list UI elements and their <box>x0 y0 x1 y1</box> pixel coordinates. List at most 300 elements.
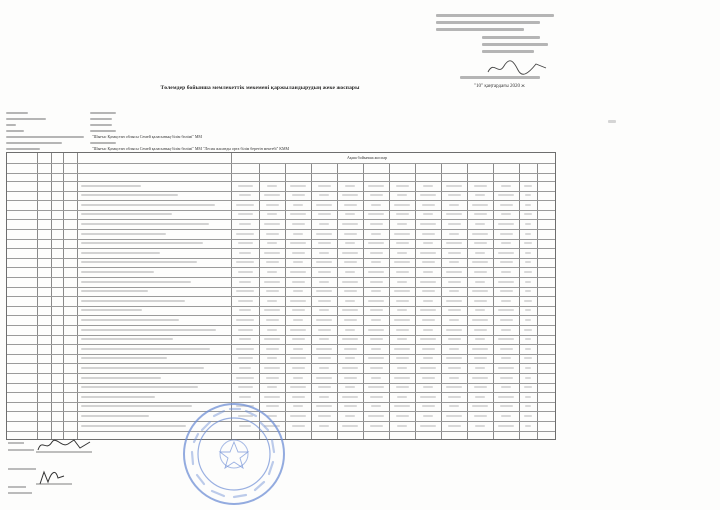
table-row-description <box>81 338 173 340</box>
table-cell-value <box>397 367 407 369</box>
table-row-description <box>81 281 191 283</box>
table-cell-value <box>474 300 487 302</box>
table-cell-value <box>292 252 305 254</box>
table-cell-value <box>319 309 329 311</box>
table-column-rule <box>415 163 416 439</box>
table-cell-value <box>238 329 253 331</box>
table-cell-value <box>498 396 514 398</box>
table-cell-value <box>264 223 280 225</box>
table-cell-value <box>397 425 407 427</box>
table-cell-value <box>448 396 461 398</box>
table-cell-value <box>292 194 305 196</box>
page-mark <box>608 120 616 123</box>
table-cell-value <box>448 367 461 369</box>
table-cell-value <box>344 204 357 206</box>
table-cell-value <box>420 338 436 340</box>
table-row-rule <box>7 267 555 268</box>
table-cell-value <box>448 425 461 427</box>
table-row-rule <box>7 191 555 192</box>
table-cell-value <box>423 213 433 215</box>
table-cell-value <box>266 261 279 263</box>
table-cell-value <box>524 242 532 244</box>
table-cell-value <box>345 242 355 244</box>
table-cell-value <box>394 261 410 263</box>
table-cell-value <box>446 300 462 302</box>
table-row-description <box>81 319 179 321</box>
table-cell-value <box>422 261 435 263</box>
table-cell-value <box>368 242 384 244</box>
table-cell-value <box>475 223 485 225</box>
table-row-description <box>81 386 198 388</box>
table-cell-value <box>264 281 280 283</box>
table-row-description <box>81 223 209 225</box>
document-title: Төлемдер бойынша мемлекеттік мекемені қаржыландырудың жеке жоспары <box>160 85 360 91</box>
table-cell-value <box>475 281 485 283</box>
table-cell-value <box>368 271 384 273</box>
table-cell-value <box>524 213 532 215</box>
table-cell-value <box>446 242 462 244</box>
table-cell-value <box>293 405 303 407</box>
table-cell-value <box>290 386 306 388</box>
table-cell-value <box>264 252 280 254</box>
table-cell-value <box>239 396 251 398</box>
table-cell-value <box>474 271 487 273</box>
head-signature <box>34 434 94 456</box>
table-row-rule <box>7 210 555 211</box>
table-cell-value <box>420 396 436 398</box>
table-cell-value <box>524 357 532 359</box>
table-cell-value <box>396 357 409 359</box>
table-cell-value <box>420 223 436 225</box>
table-cell-value <box>370 223 383 225</box>
table-cell-value <box>342 223 358 225</box>
table-column-rule <box>311 163 312 439</box>
table-cell-value <box>290 329 306 331</box>
table-cell-value <box>238 386 253 388</box>
table-cell-value <box>394 204 410 206</box>
table-cell-value <box>448 338 461 340</box>
table-cell-value <box>344 261 357 263</box>
table-cell-value <box>501 213 511 215</box>
table-cell-value <box>344 348 357 350</box>
table-cell-value <box>371 348 381 350</box>
table-cell-value <box>446 185 462 187</box>
table-row-rule <box>7 363 555 364</box>
table-cell-value <box>316 290 332 292</box>
official-stamp <box>180 400 288 508</box>
table-cell-value <box>501 357 511 359</box>
table-cell-value <box>292 367 305 369</box>
table-cell-value <box>371 405 381 407</box>
table-cell-value <box>236 377 254 379</box>
table-cell-value <box>290 185 306 187</box>
table-row-description <box>81 261 197 263</box>
table-cell-value <box>266 348 279 350</box>
table-cell-value <box>422 405 435 407</box>
table-cell-value <box>239 223 251 225</box>
table-cell-value <box>239 367 251 369</box>
table-cell-value <box>316 233 332 235</box>
table-cell-value <box>368 415 384 417</box>
table-cell-value <box>525 252 531 254</box>
approval-date: "10" қаңтардағы 2020 ж <box>474 84 525 89</box>
table-cell-value <box>525 194 531 196</box>
table-cell-value <box>316 348 332 350</box>
plan-header: Ақша бойынша жоспар <box>346 155 387 160</box>
table-cell-value <box>394 290 410 292</box>
table-row-description <box>81 415 149 417</box>
table-cell-value <box>239 338 251 340</box>
table-cell-value <box>446 271 462 273</box>
table-cell-value <box>267 300 277 302</box>
table-cell-value <box>236 233 254 235</box>
table-cell-value <box>420 425 436 427</box>
table-cell-value <box>397 396 407 398</box>
table-cell-value <box>449 233 459 235</box>
table-cell-value <box>524 415 532 417</box>
table-cell-value <box>498 194 514 196</box>
table-cell-value <box>446 386 462 388</box>
table-cell-value <box>524 185 532 187</box>
table-cell-value <box>449 377 459 379</box>
table-cell-value <box>293 319 303 321</box>
table-cell-value <box>423 300 433 302</box>
table-cell-value <box>475 367 485 369</box>
table-cell-value <box>238 300 253 302</box>
table-cell-value <box>342 338 358 340</box>
table-cell-value <box>344 377 357 379</box>
table-cell-value <box>525 348 531 350</box>
table-row-description <box>81 329 216 331</box>
table-cell-value <box>290 242 306 244</box>
table-row-rule <box>7 344 555 345</box>
table-cell-value <box>420 252 436 254</box>
recipient-line-2: "Шығыс Қазақстан облысы Семей қаласының білім бөлімі" ММ "Лесия жасанды орта білім беретін мектебі" КММ <box>92 146 290 151</box>
table-column-rule <box>337 163 338 439</box>
table-cell-value <box>525 233 531 235</box>
table-row-description <box>81 405 192 407</box>
table-cell-value <box>292 223 305 225</box>
table-cell-value <box>368 329 384 331</box>
table-cell-value <box>397 252 407 254</box>
recipient-line-1: "Шығыс Қазақстан облысы Семей қаласының білім бөлімі" ММ <box>92 134 202 139</box>
table-cell-value <box>318 357 331 359</box>
table-cell-value <box>318 300 331 302</box>
table-cell-value <box>267 242 277 244</box>
table-cell-value <box>345 271 355 273</box>
table-row-rule <box>7 173 555 174</box>
table-cell-value <box>423 185 433 187</box>
table-cell-value <box>344 405 357 407</box>
table-cell-value <box>267 386 277 388</box>
table-cell-value <box>475 194 485 196</box>
table-cell-value <box>267 213 277 215</box>
table-row-rule <box>7 181 555 182</box>
table-cell-value <box>236 319 254 321</box>
table-row-rule <box>7 277 555 278</box>
table-cell-value <box>524 386 532 388</box>
table-row-rule <box>7 335 555 336</box>
table-cell-value <box>319 223 329 225</box>
table-cell-value <box>474 415 487 417</box>
table-cell-value <box>498 309 514 311</box>
table-cell-value <box>472 233 488 235</box>
table-cell-value <box>474 242 487 244</box>
table-cell-value <box>266 377 279 379</box>
table-cell-value <box>290 357 306 359</box>
table-cell-value <box>319 338 329 340</box>
table-cell-value <box>293 377 303 379</box>
table-cell-value <box>500 204 513 206</box>
table-cell-value <box>446 415 462 417</box>
table-cell-value <box>472 377 488 379</box>
table-cell-value <box>423 415 433 417</box>
table-cell-value <box>344 233 357 235</box>
table-cell-value <box>420 309 436 311</box>
table-cell-value <box>345 213 355 215</box>
table-cell-value <box>319 194 329 196</box>
table-cell-value <box>342 425 358 427</box>
table-cell-value <box>316 405 332 407</box>
table-column-rule <box>519 163 520 439</box>
table-cell-value <box>501 300 511 302</box>
table-cell-value <box>342 367 358 369</box>
table-column-rule <box>467 163 468 439</box>
table-cell-value <box>524 300 532 302</box>
table-cell-value <box>498 367 514 369</box>
table-cell-value <box>525 425 531 427</box>
table-cell-value <box>370 425 383 427</box>
table-row-description <box>81 309 142 311</box>
table-cell-value <box>236 204 254 206</box>
table-cell-value <box>472 405 488 407</box>
table-cell-value <box>474 357 487 359</box>
table-cell-value <box>525 367 531 369</box>
table-row-rule <box>7 296 555 297</box>
accountant-signature <box>34 466 74 488</box>
table-cell-value <box>525 261 531 263</box>
table-cell-value <box>448 252 461 254</box>
table-cell-value <box>498 223 514 225</box>
table-cell-value <box>501 415 511 417</box>
table-cell-value <box>449 405 459 407</box>
table-cell-value <box>500 377 513 379</box>
table-cell-value <box>396 329 409 331</box>
table-row-rule <box>7 200 555 201</box>
table-cell-value <box>267 329 277 331</box>
table-cell-value <box>319 281 329 283</box>
table-cell-value <box>316 377 332 379</box>
table-cell-value <box>293 204 303 206</box>
table-cell-value <box>396 271 409 273</box>
table-cell-value <box>394 348 410 350</box>
table-cell-value <box>318 386 331 388</box>
table-cell-value <box>422 233 435 235</box>
table-cell-value <box>239 252 251 254</box>
table-cell-value <box>345 415 355 417</box>
table-cell-value <box>239 194 251 196</box>
table-cell-value <box>475 425 485 427</box>
table-cell-value <box>422 348 435 350</box>
table-cell-value <box>422 204 435 206</box>
table-cell-value <box>474 185 487 187</box>
table-cell-value <box>501 329 511 331</box>
table-cell-value <box>319 367 329 369</box>
table-row-description <box>81 377 161 379</box>
table-cell-value <box>498 252 514 254</box>
table-cell-value <box>342 194 358 196</box>
table-cell-value <box>290 415 306 417</box>
table-cell-value <box>368 185 384 187</box>
table-cell-value <box>448 194 461 196</box>
table-cell-value <box>525 338 531 340</box>
table-cell-value <box>422 377 435 379</box>
table-column-rule <box>537 163 538 439</box>
table-cell-value <box>319 396 329 398</box>
table-row-description <box>81 242 203 244</box>
table-cell-value <box>318 242 331 244</box>
table-cell-value <box>371 377 381 379</box>
table-row-rule <box>7 315 555 316</box>
table-cell-value <box>397 309 407 311</box>
table-cell-value <box>236 261 254 263</box>
table-cell-value <box>396 185 409 187</box>
table-cell-value <box>396 415 409 417</box>
table-cell-value <box>498 338 514 340</box>
table-cell-value <box>448 223 461 225</box>
table-cell-value <box>238 271 253 273</box>
approval-block <box>430 4 580 96</box>
table-row-description <box>81 213 172 215</box>
table-cell-value <box>446 329 462 331</box>
table-cell-value <box>266 319 279 321</box>
table-cell-value <box>293 290 303 292</box>
table-cell-value <box>236 348 254 350</box>
table-cell-value <box>292 396 305 398</box>
table-cell-value <box>290 300 306 302</box>
table-cell-value <box>394 319 410 321</box>
table-cell-value <box>525 319 531 321</box>
table-cell-value <box>396 213 409 215</box>
table-cell-value <box>342 281 358 283</box>
table-cell-value <box>394 377 410 379</box>
table-cell-value <box>475 252 485 254</box>
table-cell-value <box>397 338 407 340</box>
table-row-description <box>81 348 210 350</box>
table-cell-value <box>368 386 384 388</box>
table-cell-value <box>474 213 487 215</box>
table-cell-value <box>474 386 487 388</box>
table-cell-value <box>344 319 357 321</box>
table-cell-value <box>319 425 329 427</box>
table-cell-value <box>448 309 461 311</box>
table-cell-value <box>394 405 410 407</box>
table-cell-value <box>371 290 381 292</box>
table-row-rule <box>7 229 555 230</box>
table-column-rule <box>389 163 390 439</box>
table-cell-value <box>239 281 251 283</box>
table-cell-value <box>238 357 253 359</box>
table-row-description <box>81 300 185 302</box>
table-cell-value <box>500 290 513 292</box>
table-row-rule <box>7 287 555 288</box>
table-cell-value <box>371 233 381 235</box>
table-row-rule <box>7 219 555 220</box>
table-row-rule <box>7 383 555 384</box>
table-cell-value <box>293 233 303 235</box>
table-cell-value <box>368 213 384 215</box>
table-cell-value <box>446 357 462 359</box>
table-cell-value <box>292 281 305 283</box>
table-cell-value <box>342 309 358 311</box>
table-cell-value <box>397 194 407 196</box>
table-cell-value <box>446 213 462 215</box>
table-cell-value <box>472 204 488 206</box>
table-cell-value <box>525 290 531 292</box>
table-column-rule <box>285 163 286 439</box>
table-cell-value <box>316 319 332 321</box>
table-cell-value <box>238 185 253 187</box>
table-cell-value <box>239 309 251 311</box>
table-cell-value <box>264 367 280 369</box>
table-row-rule <box>7 258 555 259</box>
table-row-rule <box>7 248 555 249</box>
table-cell-value <box>345 300 355 302</box>
table-cell-value <box>318 271 331 273</box>
table-cell-value <box>371 261 381 263</box>
table-cell-value <box>345 357 355 359</box>
table-cell-value <box>449 290 459 292</box>
table-row-description <box>81 357 167 359</box>
table-cell-value <box>371 319 381 321</box>
table-cell-value <box>267 185 277 187</box>
table-cell-value <box>472 319 488 321</box>
table-cell-value <box>420 367 436 369</box>
table-row-rule <box>7 306 555 307</box>
table-cell-value <box>422 319 435 321</box>
table-cell-value <box>370 396 383 398</box>
table-row-description <box>81 290 148 292</box>
table-cell-value <box>318 415 331 417</box>
table-cell-value <box>501 386 511 388</box>
table-cell-value <box>368 357 384 359</box>
table-cell-value <box>449 261 459 263</box>
table-cell-value <box>423 386 433 388</box>
table-cell-value <box>345 185 355 187</box>
table-cell-value <box>501 271 511 273</box>
table-cell-value <box>448 281 461 283</box>
table-row-rule <box>7 354 555 355</box>
table-row-description <box>81 367 204 369</box>
table-cell-value <box>449 348 459 350</box>
table-cell-value <box>370 309 383 311</box>
table-cell-value <box>524 271 532 273</box>
table-cell-value <box>475 396 485 398</box>
table-cell-value <box>266 290 279 292</box>
table-cell-value <box>370 281 383 283</box>
table-cell-value <box>264 396 280 398</box>
table-cell-value <box>236 290 254 292</box>
table-cell-value <box>318 329 331 331</box>
table-row-rule <box>7 239 555 240</box>
table-row-rule <box>7 392 555 393</box>
table-cell-value <box>498 281 514 283</box>
table-cell-value <box>396 300 409 302</box>
table-row-description <box>81 185 141 187</box>
table-cell-value <box>500 319 513 321</box>
table-cell-value <box>500 233 513 235</box>
table-cell-value <box>368 300 384 302</box>
